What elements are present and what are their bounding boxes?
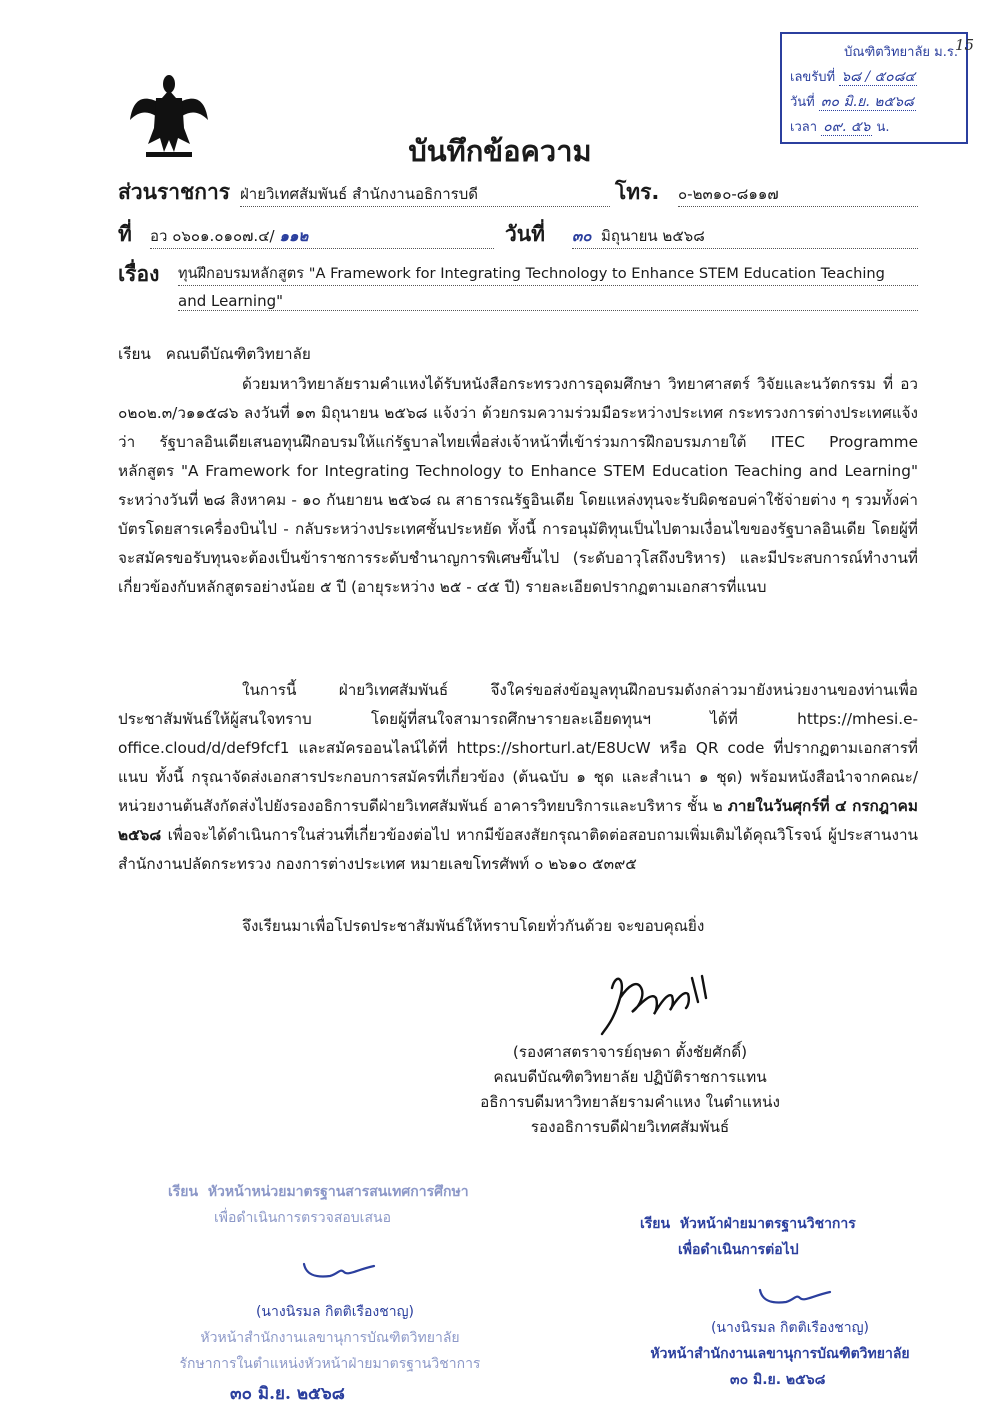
subject-line-1: ทุนฝึกอบรมหลักสูตร "A Framework for Integrating Technology to Enhance STEM Education Teaching bbox=[178, 262, 918, 286]
ref-label: ที่ bbox=[118, 222, 132, 246]
date-handwritten: ๓๐ bbox=[572, 227, 592, 245]
closing-text: จึงเรียนมาเพื่อโปรดประชาสัมพันธ์ให้ทราบโดยทั่วกันด้วย จะขอบคุณยิ่ง bbox=[242, 917, 705, 935]
deadline-text: ภายในวันศุกร์ที่ ๔ กรกฎาคม ๒๕๖๘ bbox=[118, 797, 918, 844]
body-paragraph-2a: ในการนี้ ฝ่ายวิเทศสัมพันธ์ จึงใคร่ขอส่งข้อมูลทุนฝึกอบรมดังกล่าวมายังหน่วยงานของท่านเพื่อประชาสัมพันธ์ให้ผู้สนใจทราบ โดยผู้ที่สนใจสามารถศึกษารายละเอียดทุนฯ ได้ที่ https://mhesi.e-office.cloud/d/def9fcf1 และสมัครออนไลน์ได้ที่ https://shorturl.at/E8UcW หรือ QR code ที่ปรากฏตามเอกสารที่แนบ ทั้งนี้ กรุณาจัดส่งเอกสารประกอบการสมัครที่เกี่ยวข้อง (ต้นฉบับ ๑ ชุด และสำเนา ๑ ชุด) พร้อมหนังสือนำจากคณะ/หน่วยงานต้นสังกัดส่งไปยังรองอธิการบดีฝ่ายวิเทศสัมพันธ์ อาคารวิทยบริการและบริหาร ชั้น ๒ bbox=[118, 681, 918, 815]
subject-line-2: and Learning" bbox=[178, 292, 918, 311]
ref-value: อว ๐๖๐๑.๐๑๐๗.๔/ bbox=[150, 227, 275, 245]
dept-value: ฝ่ายวิเทศสัมพันธ์ สำนักงานอธิการบดี bbox=[240, 182, 610, 207]
date-value: มิถุนายน ๒๕๖๘ bbox=[600, 227, 705, 245]
note-right-to: หัวหน้าฝ่ายมาตรฐานวิชาการ bbox=[679, 1216, 856, 1232]
tel-label: โทร. bbox=[615, 180, 660, 204]
memo-title: บันทึกข้อความ bbox=[408, 134, 592, 168]
tel-value: ๐-๒๓๑๐-๘๑๑๗ bbox=[678, 182, 918, 207]
signer-line-3: รองอธิการบดีฝ่ายวิเทศสัมพันธ์ bbox=[530, 1118, 730, 1136]
stamp-time-label: เวลา bbox=[790, 120, 818, 135]
signer-line-2: อธิการบดีมหาวิทยาลัยรามคำแหง ในตำแหน่ง bbox=[480, 1093, 780, 1111]
stamp-date: ๓๐ มิ.ย. ๒๕๖๘ bbox=[820, 94, 914, 110]
date-label: วันที่ bbox=[505, 222, 545, 246]
note-left-position-1: หัวหน้าสำนักงานเลขานุการบัณฑิตวิทยาลัย bbox=[200, 1330, 460, 1346]
note-left-name: (นางนิรมล กิตติเรืองชาญ) bbox=[255, 1304, 415, 1320]
stamp-receive-no: ๖๘ / ๕๐๘๔ bbox=[841, 69, 916, 85]
note-left-signature-image bbox=[300, 1258, 380, 1284]
note-right-to-label: เรียน bbox=[640, 1216, 671, 1232]
note-left-action: เพื่อดำเนินการตรวจสอบเสนอ bbox=[214, 1210, 391, 1226]
dept-label: ส่วนราชการ bbox=[118, 180, 231, 204]
note-left-position-2: รักษาการในตำแหน่งหัวหน้าฝ่ายมาตรฐานวิชาการ bbox=[179, 1356, 481, 1372]
note-left-to: หัวหน้าหน่วยมาตรฐานสารสนเทศการศึกษา bbox=[207, 1184, 469, 1200]
note-right-action: เพื่อดำเนินการต่อไป bbox=[678, 1242, 799, 1258]
body-paragraph-2b: เพื่อจะได้ดำเนินการในส่วนที่เกี่ยวข้องต่อไป หากมีข้อสงสัยกรุณาติดต่อสอบถามเพิ่มเติมได้คุณวิโรจน์ ผู้ประสานงานสำนักงานปลัดกระทรวง กองการต่างประเทศ หมายเลขโทรศัพท์ ๐ ๒๖๑๐ ๕๓๙๕ bbox=[118, 826, 918, 873]
note-right-date: ๓๐ มิ.ย. ๒๕๖๘ bbox=[730, 1372, 826, 1388]
stamp-time-suffix: น. bbox=[876, 120, 890, 135]
body-paragraph-2 bbox=[118, 676, 918, 879]
stamp-date-label: วันที่ bbox=[790, 95, 815, 110]
note-left-date: ๓๐ มิ.ย. ๒๕๖๘ bbox=[230, 1384, 345, 1404]
subject-label: เรื่อง bbox=[118, 262, 160, 286]
signer-name: (รองศาสตราจารย์ฤษดา ตั้งชัยศักดิ์) bbox=[512, 1043, 748, 1061]
note-left-to-label: เรียน bbox=[168, 1184, 199, 1200]
signature-image bbox=[598, 968, 718, 1040]
ref-handwritten: ๑๑๒ bbox=[279, 227, 309, 245]
stamp-time: ๐๙. ๕๖ bbox=[823, 119, 871, 135]
page-number: 15 bbox=[955, 36, 975, 54]
salutation: เรียน คณบดีบัณฑิตวิทยาลัย bbox=[118, 345, 311, 363]
signer-line-1: คณบดีบัณฑิตวิทยาลัย ปฏิบัติราชการแทน bbox=[493, 1068, 767, 1086]
stamp-receive-label: เลขรับที่ bbox=[790, 70, 836, 85]
note-right-name: (นางนิรมล กิตติเรืองชาญ) bbox=[710, 1320, 870, 1336]
note-right-position-1: หัวหน้าสำนักงานเลขานุการบัณฑิตวิทยาลัย bbox=[650, 1346, 910, 1362]
stamp-org: บัณฑิตวิทยาลัย ม.ร. bbox=[844, 45, 958, 60]
body-paragraph-1: ด้วยมหาวิทยาลัยรามคำแหงได้รับหนังสือกระทรวงการอุดมศึกษา วิทยาศาสตร์ วิจัยและนวัตกรรม ที่ อว ๐๒๐๒.๓/ว๑๑๕๘๖ ลงวันที่ ๑๓ มิถุนายน ๒๕๖๘ แจ้งว่า ด้วยกรมความร่วมมือระหว่างประเทศ กระทรวงการต่างประเทศแจ้งว่า รัฐบาลอินเดียเสนอทุนฝึกอบรมให้แก่รัฐบาลไทยเพื่อส่งเจ้าหน้าที่เข้าร่วมการฝึกอบรมภายใต้ ITEC Programme หลักสูตร "A Framework for Integrating Technology to Enhance STEM Education Teaching and Learning" ระหว่างวันที่ ๒๘ สิงหาคม - ๑๐ กันยายน ๒๕๖๘ ณ สาธารณรัฐอินเดีย โดยแหล่งทุนจะรับผิดชอบค่าใช้จ่ายต่าง ๆ รวมทั้งค่าบัตรโดยสารเครื่องบินไป - กลับระหว่างประเทศชั้นประหยัด ทั้งนี้ การอนุมัติทุนเป็นไปตามเงื่อนไขของรัฐบาลอินเดีย โดยผู้ที่จะสมัครขอรับทุนจะต้องเป็นข้าราชการระดับชำนาญการพิเศษขึ้นไป (ระดับอาวุโสถึงบริหาร) และมีประสบการณ์ทำงานที่เกี่ยวข้องกับหลักสูตรอย่างน้อย ๕ ปี (อายุระหว่าง ๒๕ - ๔๕ ปี) รายละเอียดปรากฏตามเอกสารที่แนบ bbox=[118, 375, 918, 596]
note-right-signature-image bbox=[756, 1284, 836, 1310]
